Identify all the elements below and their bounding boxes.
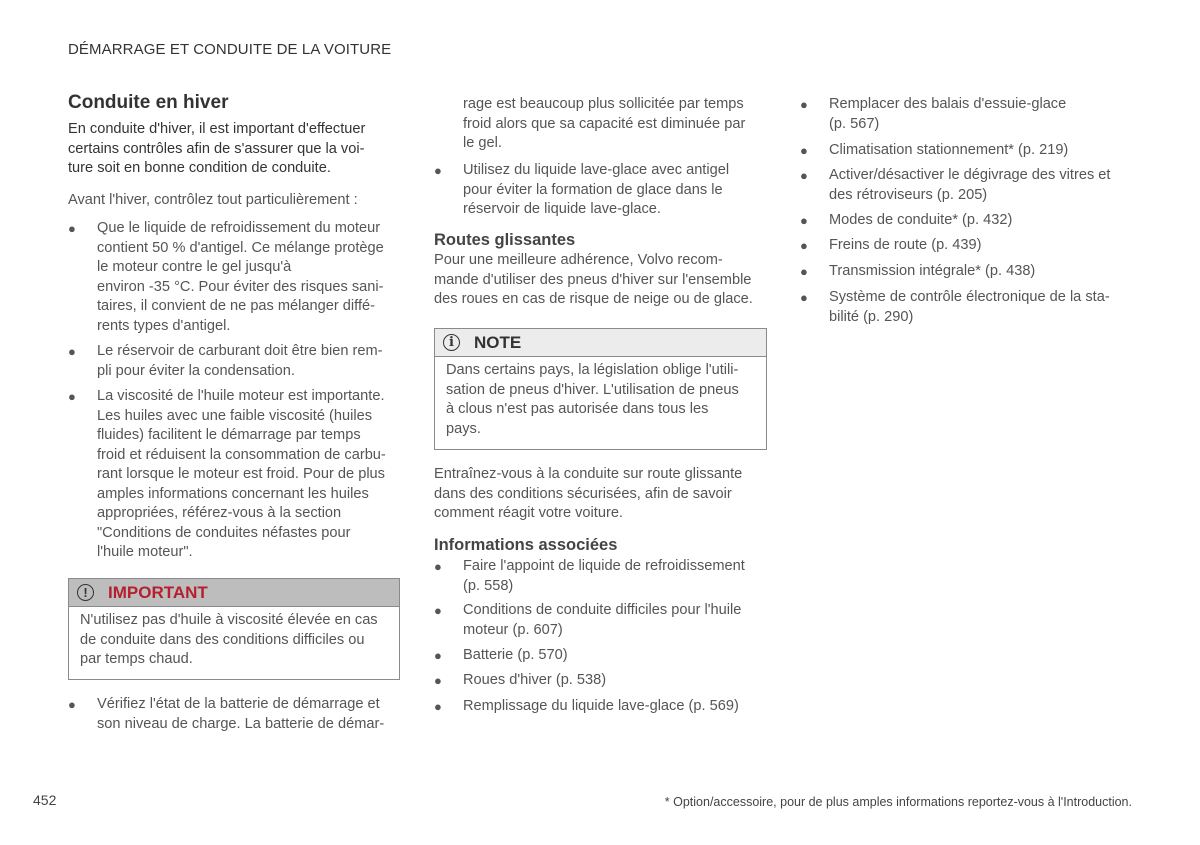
training-paragraph: Entraînez-vous à la conduite sur route glissante dans des conditions sécurisées, afin de savoir comment réagit votre voiture.	[434, 466, 743, 521]
note-box	[434, 328, 767, 450]
intro-paragraph: En conduite d'hiver, il est important d'effectuer certains contrôles afin de s'assurer que la voi- ture soit en bonne condition de conduite.	[68, 121, 366, 176]
bullet-icon: ●	[434, 163, 442, 178]
bullet-icon: ●	[68, 344, 76, 359]
routes-heading: Routes glissantes	[434, 231, 576, 249]
routes-paragraph: Pour une meilleure adhérence, Volvo recom- mande d'utiliser des pneus d'hiver sur l'ensemble des roues en cas de risque de neige ou de glace.	[434, 252, 753, 307]
bullet-icon: ●	[800, 168, 808, 183]
bullet-icon: ●	[800, 264, 808, 279]
bullet-icon: ●	[68, 697, 76, 712]
bullet-icon: ●	[800, 97, 808, 112]
bullet-icon: ●	[800, 143, 808, 158]
note-label: NOTE	[474, 332, 522, 352]
page-number: 452	[33, 792, 57, 808]
bullet-icon: ●	[800, 290, 808, 305]
section-header: DÉMARRAGE ET CONDUITE DE LA VOITURE	[68, 41, 392, 58]
exclamation-circle-icon: !	[77, 584, 94, 601]
page-title: Conduite en hiver	[68, 92, 229, 113]
continuation-text: rage est beaucoup plus sollicitée par temps froid alors que sa capacité est diminuée par le gel.	[463, 96, 746, 151]
bullet-icon: ●	[434, 648, 442, 663]
important-box	[68, 578, 400, 680]
before-winter-text: Avant l'hiver, contrôlez tout particulièrement :	[68, 192, 358, 208]
bullet-icon: ●	[434, 673, 442, 688]
manual-page: DÉMARRAGE ET CONDUITE DE LA VOITURE Conduite en hiver En conduite d'hiver, il est important d'effectuer certains contrôles afin de s'assurer que la voi- ture soit en bonne condition de conduite. Avant l'hiver, contrôlez tout particulièrement : ● Que le liquide de refroidissement du moteur contient 50 % d'antigel. Ce mélange protège le moteur contre le gel jusqu'à environ -35 °C. Pour éviter des risques sani- taires, il convient de ne pas mélanger diffé- rents types d'antigel. ● Le réservoir de carburant doit être bien rem- pli pour éviter la condensation. ● La viscosité de l'huile moteur est importante. Les huiles avec une faible viscosité (huiles fluides) facilitent le démarrage par temps froid et réduisent la consommation de carbu- rant lorsque le moteur est froid. Pour de plus amples informations concernant les huiles appropriées, référez-vous à la section "Conditions de conduites néfastes pour l'huile moteur". ! IMPORTANT N'utilisez pas d'huile à viscosité élevée en cas de conduite dans des conditions difficiles ou par temps chaud. ● Vérifiez l'état de la batterie de démarrage et son niveau de charge. La batterie de démar- rage est beaucoup plus sollicitée par temps froid alors que sa capacité est diminuée par le gel. ● Utilisez du liquide lave-glace avec antigel pour éviter la formation de glace dans le réservoir de liquide lave-glace. Routes glissantes Pour une meilleure adhérence, Volvo recom- mande d'utiliser des pneus d'hiver sur l'ensemble des roues en cas de risque de neige ou de glace. i NOTE Dans certains pays, la législation oblige l'utili- sation de pneus d'hiver. L'utilisation de pneus à clous n'est pas autorisée dans tous les pays. Entraînez-vous à la conduite sur route glissante dans des conditions sécurisées, afin de savoir comment réagit votre voiture. Informations associées ● Faire l'appoint de liquide de refroidissement (p. 558) ● Conditions de conduite difficiles pour l'huile moteur (p. 607) ● Batterie (p. 570) ● Roues d'hiver (p. 538) ● Remplissage du liquide lave-glace (p. 569) ● Remplacer des balais d'essuie-glace (p. 567) ● Climatisation stationnement* (p. 219) ● Activer/désactiver le dégivrage des vitres et des rétroviseurs (p. 205) ● Modes de conduite* (p. 432) ● Freins de route (p. 439) ● Transmission intégrale* (p. 438) ● Système de contrôle électronique de la sta- bilité (p. 290) 452 * Option/accessoire, pour de plus amples informations reportez-vous à l'Introduction.	[0, 0, 1200, 845]
bullet-icon: ●	[800, 213, 808, 228]
note-text: Dans certains pays, la législation oblige l'utili- sation de pneus d'hiver. L'utilisation de pneus à clous n'est pas autorisée dans tous les pays.	[446, 362, 739, 437]
related-heading: Informations associées	[434, 536, 618, 554]
bullet-icon: ●	[68, 389, 76, 404]
bullet-icon: ●	[434, 559, 442, 574]
bullet-icon: ●	[434, 699, 442, 714]
important-label: IMPORTANT	[108, 582, 208, 602]
info-circle-icon: i	[443, 334, 460, 351]
bullet-icon: ●	[800, 238, 808, 253]
bullet-icon: ●	[68, 221, 76, 236]
bullet-icon: ●	[434, 603, 442, 618]
important-text: N'utilisez pas d'huile à viscosité élevée en cas de conduite dans des conditions difficiles ou par temps chaud.	[80, 612, 378, 667]
footnote: * Option/accessoire, pour de plus amples informations reportez-vous à l'Introduction.	[664, 795, 1132, 809]
